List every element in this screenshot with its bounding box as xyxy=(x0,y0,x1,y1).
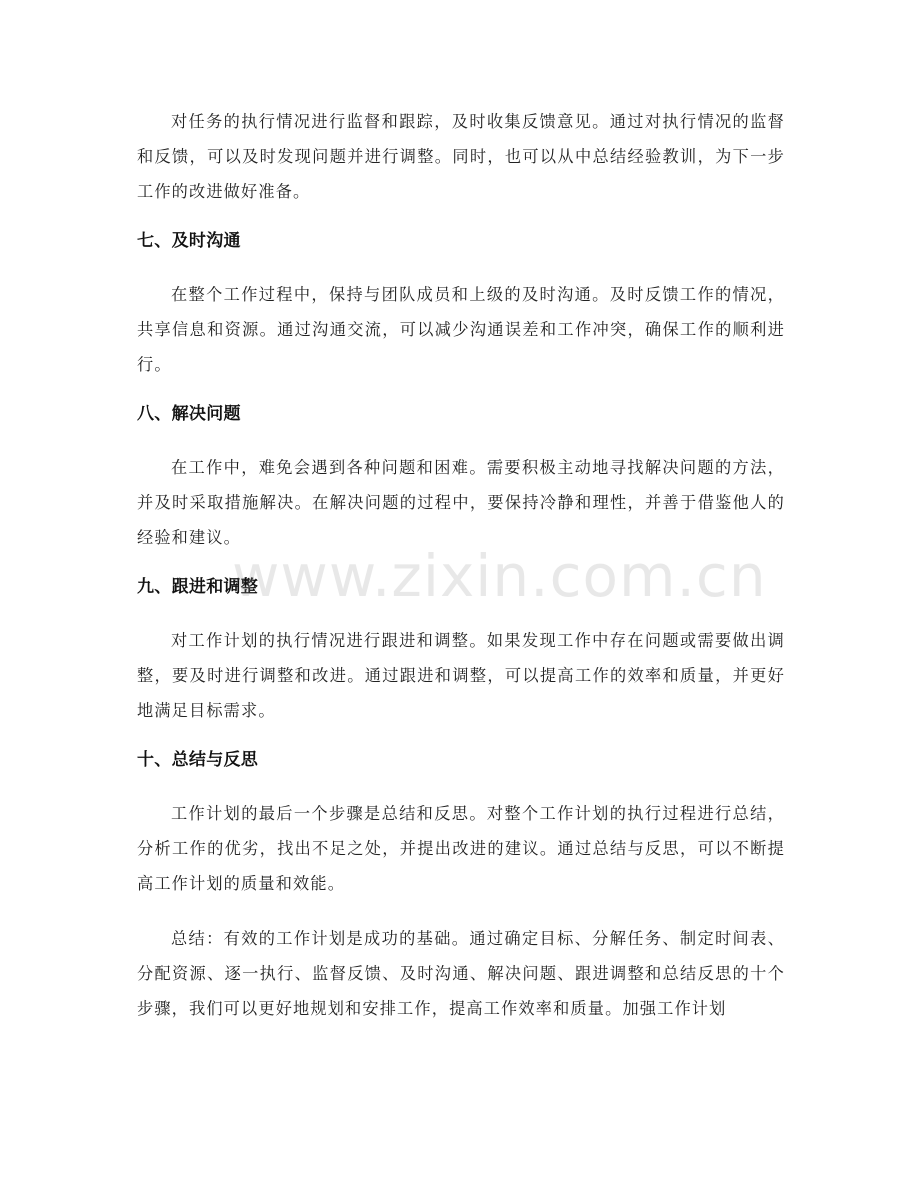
paragraph-problem-solving: 在工作中，难免会遇到各种问题和困难。需要积极主动地寻找解决问题的方法，并及时采取措施解决。在解决问题的过程中，要保持冷静和理性，并善于借鉴他人的经验和建议。 xyxy=(137,458,785,547)
heading-problem-solving: 八、解决问题 xyxy=(137,404,241,424)
paragraph-conclusion: 总结：有效的工作计划是成功的基础。通过确定目标、分解任务、制定时间表、分配资源、逐一执行、监督反馈、及时沟通、解决问题、跟进调整和总结反思的十个步骤，我们可以更好地规划和安排工作，提高工作效率和质量。加强工作计划 xyxy=(137,929,785,1018)
paragraph-monitoring: 对任务的执行情况进行监督和跟踪，及时收集反馈意见。通过对执行情况的监督和反馈，可以及时发现问题并进行调整。同时，也可以从中总结经验教训，为下一步工作的改进做好准备。 xyxy=(137,112,785,201)
heading-follow-up: 九、跟进和调整 xyxy=(137,577,259,597)
paragraph-communication: 在整个工作过程中，保持与团队成员和上级的及时沟通。及时反馈工作的情况，共享信息和资源。通过沟通交流，可以减少沟通误差和工作冲突，确保工作的顺利进行。 xyxy=(137,285,785,374)
heading-communication: 七、及时沟通 xyxy=(137,231,241,251)
paragraph-follow-up: 对工作计划的执行情况进行跟进和调整。如果发现工作中存在问题或需要做出调整，要及时进行调整和改进。通过跟进和调整，可以提高工作的效率和质量，并更好地满足目标需求。 xyxy=(137,631,785,720)
watermark: www.zixin.com.cn xyxy=(232,542,767,610)
paragraph-summary-reflection: 工作计划的最后一个步骤是总结和反思。对整个工作计划的执行过程进行总结，分析工作的优劣，找出不足之处，并提出改进的建议。通过总结与反思，可以不断提高工作计划的质量和效能。 xyxy=(137,804,785,893)
heading-summary-reflection: 十、总结与反思 xyxy=(137,750,259,770)
document-body xyxy=(137,104,785,1046)
